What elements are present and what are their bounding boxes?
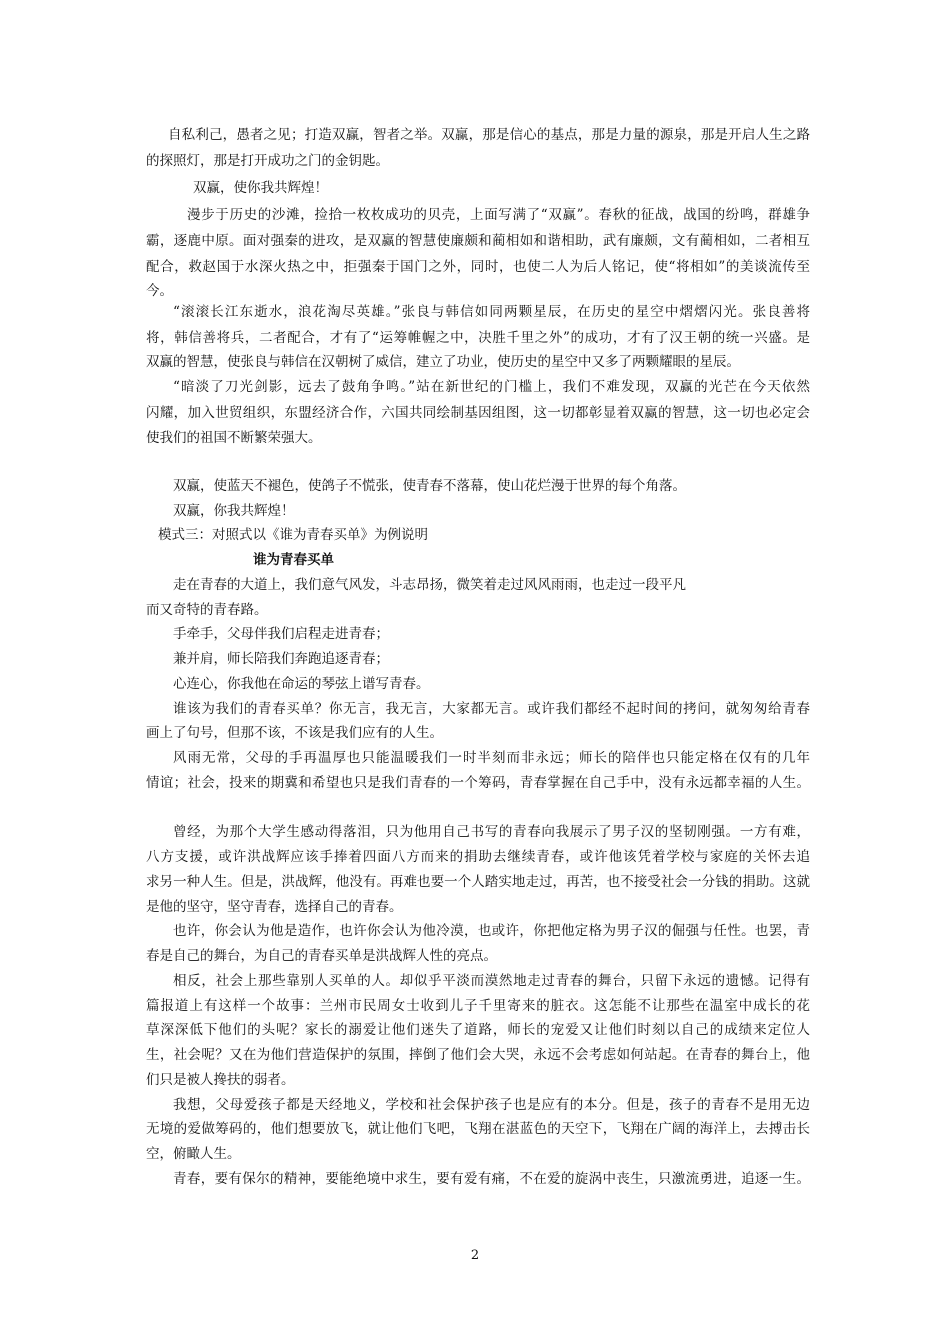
text-line: 风雨无常，父母的手再温厚也只能温暖我们一时半刻而非永远；师长的陪伴也只能定格在仅有的几年 [173, 750, 810, 766]
text-line: 漫步于历史的沙滩，捡拾一枚枚成功的贝壳，上面写满了“双赢”。春秋的征战，战国的纷鸣，群雄争 [187, 207, 810, 223]
text-line: 春是自己的舞台，为自己的青春买单是洪战辉人性的亮点。 [146, 948, 497, 964]
text-line: 生，社会呢？又在为他们营造保护的氛围，摔倒了他们会大哭，永远不会考虑如何站起。在青春的舞台上，他 [146, 1047, 810, 1063]
text-line: 曾经，为那个大学生感动得落泪，只为他用自己书写的青春向我展示了男子汉的坚韧刚强。一方有难， [173, 824, 810, 840]
text-line: 双赢，使蓝天不褪色，使鸽子不慌张，使青春不落幕，使山花烂漫于世界的每个角落。 [173, 478, 686, 494]
text-line: 我想，父母爱孩子都是天经地义，学校和社会保护孩子也是应有的本分。但是，孩子的青春不是用无边 [173, 1097, 810, 1113]
text-line: 相反，社会上那些靠别人买单的人。却似乎平淡而漠然地走过青春的舞台，只留下永远的遗憾。记得有 [173, 973, 810, 989]
text-line: 心连心，你我他在命运的琴弦上谱写青春。 [173, 676, 430, 692]
text-line: 霸，逐鹿中原。面对强秦的进攻，是双赢的智慧使廉颇和蔺相如和谐相助，武有廉颇，文有蔺相如，二者相互 [146, 233, 810, 249]
text-line: 手牵手，父母伴我们启程走进青春； [173, 626, 389, 642]
text-line: 自私利己，愚者之见；打造双赢，智者之举。双赢，那是信心的基点，那是力量的源泉，那是开启人生之路 [168, 127, 810, 143]
text-line: 的探照灯，那是打开成功之门的金钥匙。 [146, 153, 389, 169]
text-line: 是他的坚守，坚守青春，选择自己的青春。 [146, 899, 403, 915]
text-line: 今。 [146, 283, 173, 299]
text-line: 也许，你会认为他是造作，也许你会认为他冷漠，也或许，你把他定格为男子汉的倔强与任性。也罢，青 [173, 923, 810, 939]
text-line: 双赢的智慧，使张良与韩信在汉朝树了威信，建立了功业，使历史的星空中又多了两颗耀眼的星辰。 [146, 354, 740, 370]
text-line: “暗淡了刀光剑影，远去了鼓角争鸣。”站在新世纪的门槛上，我们不难发现，双赢的光芒在今天依然 [173, 379, 810, 395]
page-number: 2 [470, 1248, 480, 1263]
text-line: 兼并肩，师长陪我们奔跑追逐青春； [173, 651, 389, 667]
text-line: 使我们的祖国不断繁荣强大。 [146, 430, 322, 446]
text-line: “滚滚长江东逝水，浪花淘尽英雄。”张良与韩信如同两颗星辰，在历史的星空中熠熠闪光。张良善将 [173, 304, 810, 320]
text-line: 空，俯瞰人生。 [146, 1146, 241, 1162]
text-line: 闪耀，加入世贸组织，东盟经济合作，六国共同绘制基因组图，这一切都彰显着双赢的智慧，这一切也必定会 [146, 405, 810, 421]
text-line: 八方支援，或许洪战辉应该手捧着四面八方而来的捐助去继续青春，或许他该凭着学校与家庭的关怀去追 [146, 849, 810, 865]
section-title: 谁为青春买单 [253, 552, 334, 568]
text-line: 情谊；社会，投来的期冀和希望也只是我们青春的一个筹码，青春掌握在自己手中，没有永远都幸福的人生。 [146, 775, 810, 791]
text-line: 求另一种人生。但是，洪战辉，他没有。再难也要一个人踏实地走过，再苦，也不接受社会一分钱的捐助。这就 [146, 874, 810, 890]
text-line: 画上了句号，但那不该，不该是我们应有的人生。 [146, 725, 443, 741]
text-line: 走在青春的大道上，我们意气风发，斗志昂扬，微笑着走过风风雨雨，也走过一段平凡 [173, 577, 686, 593]
text-line: 双赢，你我共辉煌！ [173, 503, 295, 519]
text-line: 们只是被人搀扶的弱者。 [146, 1072, 295, 1088]
text-line: 篇报道上有这样一个故事：兰州市民周女士收到儿子千里寄来的脏衣。这怎能不让那些在温室中成长的花 [146, 998, 810, 1014]
text-line: 草深深低下他们的头呢？家长的溺爱让他们迷失了道路，师长的宠爱又让他们时刻以自己的成绩来定位人 [146, 1022, 810, 1038]
text-line: 青春，要有保尔的精神，要能绝境中求生，要有爱有痛，不在爱的旋涡中丧生，只激流勇进，追逐一生。 [173, 1171, 810, 1187]
text-line: 模式三：对照式以《谁为青春买单》为例说明 [158, 527, 428, 543]
text-line: 无境的爱做筹码的，他们想要放飞，就让他们飞吧，飞翔在湛蓝色的天空下，飞翔在广阔的海洋上，去搏击长 [146, 1121, 810, 1137]
text-line: 谁该为我们的青春买单？你无言，我无言，大家都无言。或许我们都经不起时间的拷问，就匆匆给青春 [173, 701, 810, 717]
text-line: 双赢，使你我共辉煌！ [193, 180, 328, 196]
text-line: 将，韩信善将兵，二者配合，才有了“运筹帷幄之中，决胜千里之外”的成功，才有了汉王朝的统一兴盛。是 [146, 330, 810, 346]
text-line: 而又奇特的青春路。 [146, 602, 268, 618]
text-line: 配合，救赵国于水深火热之中，拒强秦于国门之外，同时，也使二人为后人铭记，使“将相如”的美谈流传至 [146, 259, 810, 275]
